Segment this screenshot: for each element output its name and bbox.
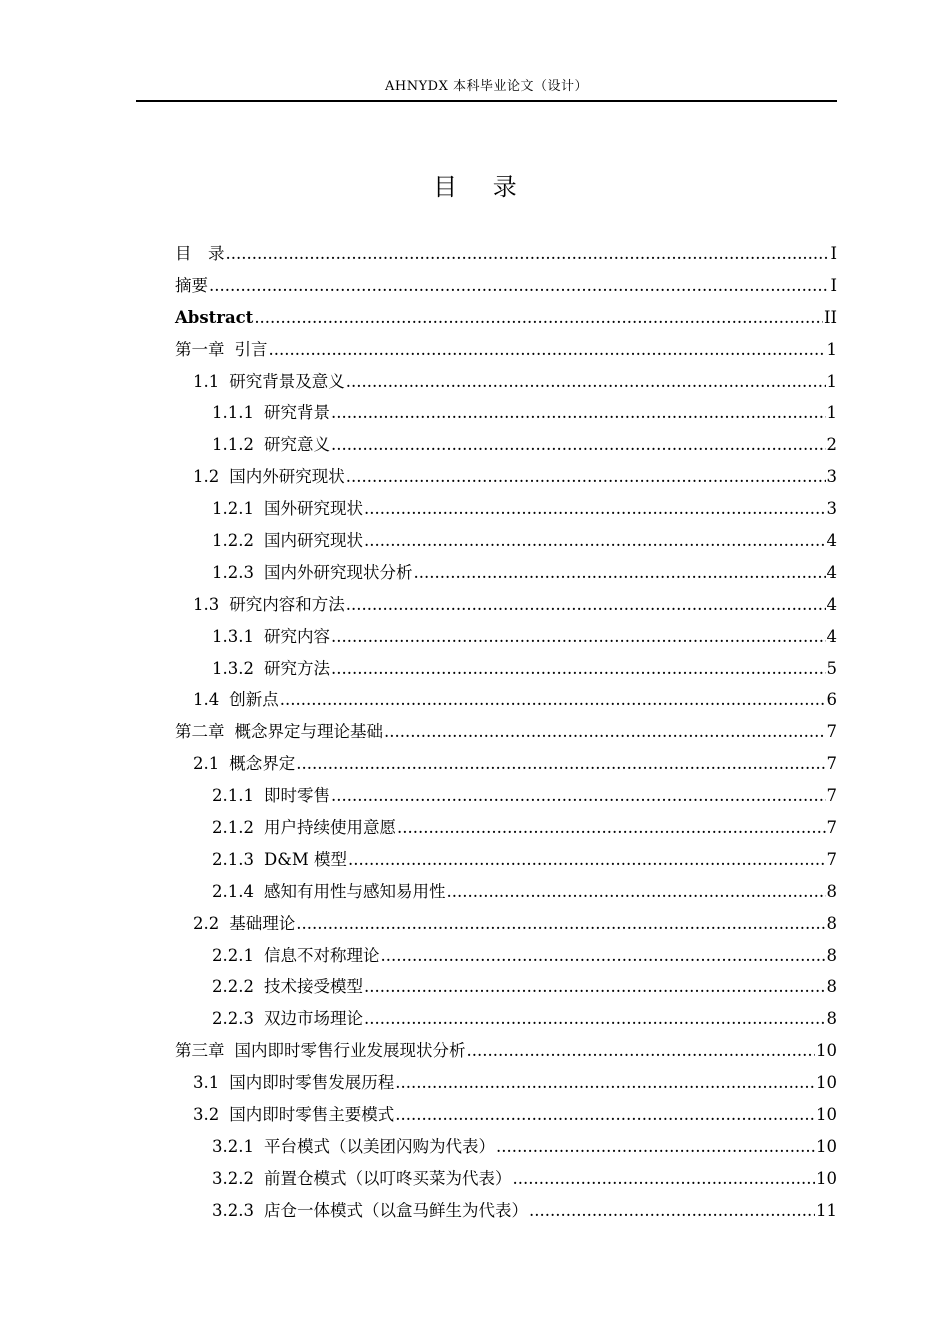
toc-entry-label: 技术接受模型 (263, 977, 363, 997)
toc-entry[interactable] (175, 844, 837, 876)
toc-entry-page: 4 (826, 531, 837, 551)
toc-entry-number: 2.1.2 (212, 818, 254, 838)
toc-entry-label: 摘要 (175, 275, 208, 295)
toc-entry[interactable] (175, 684, 837, 716)
toc-entry-label: 创新点 (229, 690, 279, 710)
toc-entry[interactable] (175, 1003, 837, 1035)
toc-entry-label: 店仓一体模式（以盒马鲜生为代表） (263, 1200, 528, 1220)
toc-entry-page: 8 (826, 1009, 837, 1029)
toc-entry[interactable] (175, 461, 837, 493)
toc-entry-page: 7 (826, 849, 837, 869)
toc-entry-number: 2.1 (193, 754, 220, 774)
toc-entry-label: 研究方法 (263, 658, 330, 678)
toc-entry-label: 国外研究现状 (263, 499, 363, 519)
toc-entry-label: 用户持续使用意愿 (263, 818, 396, 838)
dot-leader (331, 397, 826, 429)
page-header: AHNYDX 本科毕业论文（设计） (385, 79, 588, 94)
toc-entry-number: 1.3.1 (212, 626, 254, 646)
toc-entry-number: 1.1.2 (212, 435, 254, 455)
toc-entry-page: 3 (826, 467, 837, 487)
dot-leader (395, 1067, 815, 1099)
toc-entry[interactable] (175, 971, 837, 1003)
dot-leader (512, 1163, 815, 1195)
toc-entry-number: 2.2.3 (212, 1009, 254, 1029)
dot-leader (364, 525, 826, 557)
toc-entry-number: 3.2.1 (212, 1136, 254, 1156)
toc-entry-page: 11 (816, 1200, 837, 1220)
toc-entry-number: 1.1 (193, 371, 220, 391)
toc-entry-label: 研究意义 (263, 435, 330, 455)
dot-leader (529, 1195, 815, 1227)
toc-entry-page: 4 (826, 626, 837, 646)
toc-entry-number: 3.2 (193, 1105, 220, 1125)
toc-entry-number: 1.3.2 (212, 658, 254, 678)
toc-entry[interactable] (175, 302, 837, 334)
toc-entry[interactable] (175, 653, 837, 685)
toc-entry-page: 2 (826, 435, 837, 455)
dot-leader (331, 653, 826, 685)
toc-entry[interactable] (175, 397, 837, 429)
toc-entry-label: 引言 (234, 339, 268, 359)
toc-entry-page: 1 (826, 339, 837, 359)
toc-entry-label: 双边市场理论 (263, 1009, 363, 1029)
dot-leader (346, 461, 826, 493)
toc-entry-number: 2.2.2 (212, 977, 254, 997)
dot-leader (331, 429, 826, 461)
toc-entry-label: 目 录 (175, 244, 225, 263)
toc-entry[interactable] (175, 334, 837, 366)
toc-entry-page: 4 (826, 562, 837, 582)
dot-leader (226, 238, 830, 270)
dot-leader (384, 716, 826, 748)
toc-entry-label: 基础理论 (229, 913, 296, 933)
toc-entry-number: 2.1.4 (212, 881, 254, 901)
toc-entry-number: 3.2.3 (212, 1200, 254, 1220)
toc-entry[interactable] (175, 270, 837, 302)
toc-entry[interactable] (175, 557, 837, 589)
toc-entry-page: 7 (826, 754, 837, 774)
toc-entry-label: 信息不对称理论 (263, 945, 380, 965)
toc-entry-label: 国内即时零售行业发展现状分析 (234, 1041, 466, 1061)
toc-entry-label: Abstract (175, 307, 254, 327)
toc-entry-page: 10 (816, 1041, 837, 1061)
toc-entry-page: 7 (826, 722, 837, 742)
dot-leader (467, 1035, 816, 1067)
toc-entry-page: 8 (826, 945, 837, 965)
dot-leader (364, 493, 826, 525)
toc-entry-label: 研究内容 (263, 626, 330, 646)
toc-entry-page: 7 (826, 818, 837, 838)
toc-entry-number: 1.1.1 (212, 403, 254, 423)
toc-entry-number: 1.2.1 (212, 499, 254, 519)
toc-entry[interactable] (175, 748, 837, 780)
toc-entry-label: 感知有用性与感知易用性 (263, 881, 446, 901)
dot-leader (254, 302, 823, 334)
toc-entry-label: D&M 模型 (263, 849, 348, 869)
toc-entry[interactable] (175, 621, 837, 653)
toc-entry-number: 3.1 (193, 1073, 220, 1093)
toc-entry[interactable] (175, 589, 837, 621)
toc-entry-number: 2.2.1 (212, 945, 254, 965)
dot-leader (395, 1099, 815, 1131)
dot-leader (364, 971, 826, 1003)
toc-entry-page: 10 (816, 1073, 837, 1093)
toc-entry[interactable] (175, 1035, 837, 1067)
toc-entry[interactable] (175, 493, 837, 525)
toc-entry[interactable] (175, 1163, 837, 1195)
toc-entry-number: 3.2.2 (212, 1168, 254, 1188)
dot-leader (348, 844, 825, 876)
toc-entry[interactable] (175, 1195, 837, 1227)
dot-leader (364, 1003, 826, 1035)
toc-entry[interactable] (175, 812, 837, 844)
dot-leader (280, 684, 826, 716)
dot-leader (380, 940, 825, 972)
toc-entry-label: 国内外研究现状分析 (263, 562, 413, 582)
dot-leader (446, 876, 825, 908)
toc-entry-page: 8 (826, 913, 837, 933)
toc-entry-page: II (823, 307, 837, 327)
toc-entry-number: 第二章 (175, 722, 225, 742)
toc-entry-number: 第三章 (175, 1041, 225, 1061)
toc-entry[interactable] (175, 716, 837, 748)
toc-entry-label: 国内外研究现状 (229, 467, 345, 487)
dot-leader (209, 270, 829, 302)
toc-entry[interactable] (175, 366, 837, 398)
dot-leader (331, 780, 826, 812)
toc-entry-page: 4 (826, 594, 837, 614)
dot-leader (397, 812, 826, 844)
toc-entry-number: 2.2 (193, 913, 220, 933)
toc-entry-page: 8 (826, 881, 837, 901)
dot-leader (331, 621, 826, 653)
page-title: 目 录 (433, 173, 531, 201)
dot-leader (346, 366, 826, 398)
dot-leader (496, 1131, 815, 1163)
dot-leader (346, 589, 826, 621)
toc-entry-label: 国内即时零售主要模式 (229, 1105, 395, 1125)
toc-entry-label: 前置仓模式（以叮咚买菜为代表） (263, 1168, 512, 1188)
toc-entry[interactable] (175, 429, 837, 461)
toc-entry-number: 2.1.1 (212, 786, 254, 806)
dot-leader (269, 334, 826, 366)
toc-entry-page: 5 (826, 658, 837, 678)
toc-entry[interactable] (175, 780, 837, 812)
dot-leader (296, 908, 825, 940)
dot-leader (413, 557, 825, 589)
toc-entry-label: 概念界定与理论基础 (234, 722, 383, 742)
toc-entry[interactable] (175, 238, 837, 270)
toc-entry-label: 研究背景 (263, 403, 330, 423)
toc-entry-page: I (830, 275, 837, 295)
table-of-contents (175, 238, 837, 1227)
toc-entry-label: 研究内容和方法 (229, 594, 345, 614)
toc-entry[interactable] (175, 525, 837, 557)
toc-entry-number: 1.4 (193, 690, 220, 710)
toc-entry-label: 即时零售 (263, 786, 330, 806)
toc-entry-page: 10 (816, 1105, 837, 1125)
toc-entry-number: 第一章 (175, 339, 225, 359)
toc-entry[interactable] (175, 1131, 837, 1163)
toc-entry[interactable] (175, 1099, 837, 1131)
toc-entry-page: I (830, 244, 837, 263)
toc-entry-number: 1.2.3 (212, 562, 254, 582)
toc-entry-page: 10 (816, 1168, 837, 1188)
toc-entry-label: 国内即时零售发展历程 (229, 1073, 395, 1093)
toc-entry-label: 研究背景及意义 (229, 371, 345, 391)
toc-entry-page: 6 (826, 690, 837, 710)
toc-entry-number: 1.3 (193, 594, 220, 614)
toc-entry-page: 7 (826, 786, 837, 806)
toc-entry-number: 1.2 (193, 467, 220, 487)
toc-entry-page: 10 (816, 1136, 837, 1156)
header-rule (136, 100, 837, 102)
toc-entry-page: 8 (826, 977, 837, 997)
toc-entry[interactable] (175, 876, 837, 908)
toc-entry[interactable] (175, 940, 837, 972)
toc-entry-label: 平台模式（以美团闪购为代表） (263, 1136, 495, 1156)
toc-entry-number: 2.1.3 (212, 849, 254, 869)
toc-entry-number: 1.2.2 (212, 531, 254, 551)
toc-entry-page: 1 (826, 403, 837, 423)
toc-entry[interactable] (175, 1067, 837, 1099)
toc-entry-page: 1 (826, 371, 837, 391)
toc-entry[interactable] (175, 908, 837, 940)
toc-entry-label: 国内研究现状 (263, 531, 363, 551)
dot-leader (296, 748, 825, 780)
toc-entry-label: 概念界定 (229, 754, 296, 774)
toc-entry-page: 3 (826, 499, 837, 519)
